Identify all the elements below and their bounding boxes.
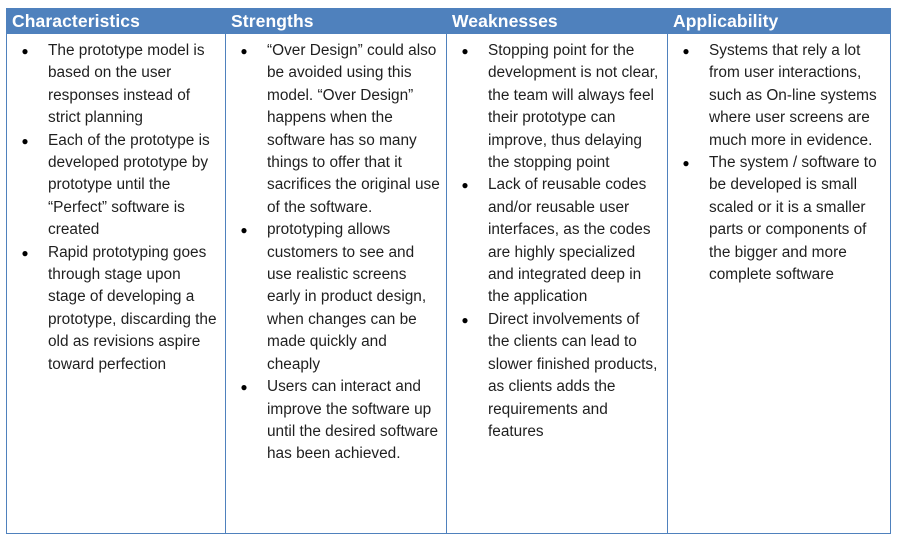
list-item-text: Direct involvements of the clients can lead to slower finished products, as clients adds the requirements and features <box>488 310 658 440</box>
list-item-text: Stopping point for the development is not clear, the team will always feel their prototype can improve, thus delaying the stopping point <box>488 42 659 172</box>
list-item <box>668 40 886 152</box>
bullet-icon: ● <box>682 156 690 171</box>
bullet-icon: ● <box>240 380 248 395</box>
characteristics-list <box>7 34 225 376</box>
bullet-icon: ● <box>461 178 469 193</box>
header-applicability: Applicability <box>668 9 891 34</box>
list-item-text: Users can interact and improve the software up until the desired software has been achieved. <box>267 378 439 463</box>
list-item-text: Each of the prototype is developed prototype by prototype until the “Perfect” software is created <box>48 131 210 239</box>
header-row <box>7 9 891 34</box>
bullet-icon: ● <box>21 133 29 148</box>
list-item <box>447 174 663 308</box>
list-item-text: The prototype model is based on the user responses instead of strict planning <box>48 42 205 127</box>
bullet-icon: ● <box>682 44 690 58</box>
comparison-table-wrapper <box>6 8 890 534</box>
list-item <box>226 219 442 376</box>
list-item <box>7 242 221 376</box>
bullet-icon: ● <box>240 44 248 58</box>
bullet-icon: ● <box>461 44 469 58</box>
list-item <box>447 309 663 443</box>
list-item <box>226 376 442 466</box>
characteristics-cell <box>7 34 226 534</box>
bullet-icon: ● <box>461 312 469 327</box>
header-characteristics: Characteristics <box>7 9 226 34</box>
prototype-model-table <box>6 8 891 534</box>
list-item-text: The system / software to be developed is small scaled or it is a smaller parts or components of the bigger and more complete software <box>709 154 877 284</box>
content-row <box>7 34 891 534</box>
bullet-icon: ● <box>21 245 29 260</box>
list-item-text: prototyping allows customers to see and use realistic screens early in product design, when changes can be made quickly and cheaply <box>267 221 427 373</box>
list-item <box>668 152 886 286</box>
bullet-icon: ● <box>21 44 29 58</box>
list-item-text: Rapid prototyping goes through stage upon stage of developing a prototype, discarding the old as revisions aspire toward perfection <box>48 243 217 373</box>
list-item <box>7 130 221 242</box>
strengths-cell <box>226 34 447 534</box>
strengths-list <box>226 34 446 466</box>
list-item <box>447 40 663 174</box>
list-item-text: “Over Design” could also be avoided using this model. “Over Design” happens when the software has so many things to offer that it sacrifices the original use of the software. <box>267 42 440 216</box>
header-strengths: Strengths <box>226 9 447 34</box>
list-item <box>7 40 221 130</box>
applicability-list <box>668 34 890 286</box>
applicability-cell <box>668 34 891 534</box>
weaknesses-cell <box>447 34 668 534</box>
list-item <box>226 40 442 219</box>
list-item-text: Systems that rely a lot from user interactions, such as On-line systems where user screens are much more in evidence. <box>709 42 877 149</box>
bullet-icon: ● <box>240 223 248 238</box>
list-item-text: Lack of reusable codes and/or reusable user interfaces, as the codes are highly specialized and integrated deep in the application <box>488 176 651 306</box>
weaknesses-list <box>447 34 667 443</box>
header-weaknesses: Weaknesses <box>447 9 668 34</box>
